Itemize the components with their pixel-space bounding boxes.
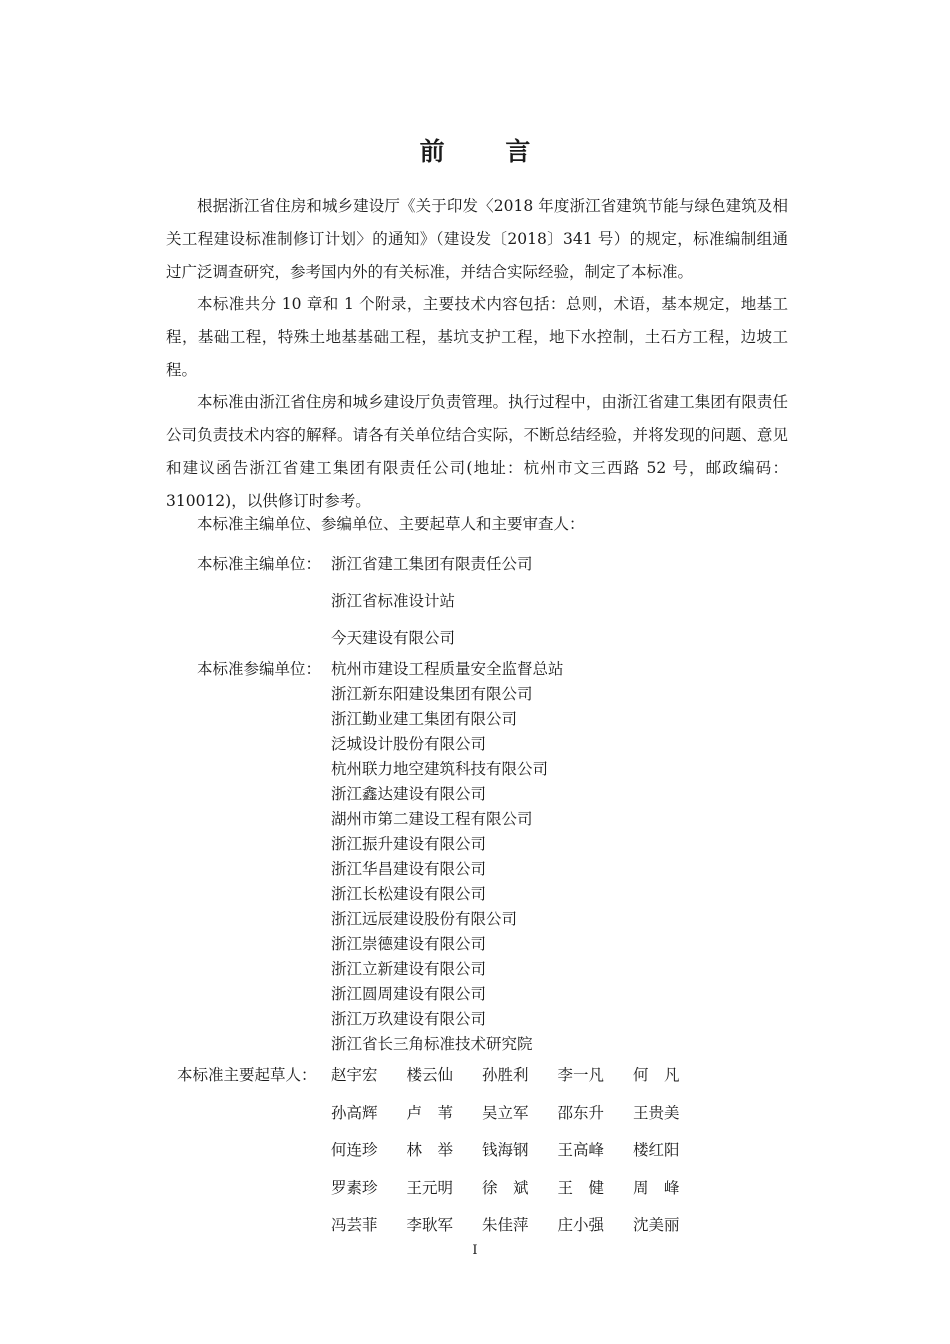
participating-unit: 浙江圆周建设有限公司 <box>331 985 487 1003</box>
drafter-name: 朱佳萍 <box>482 1216 529 1234</box>
drafters-label: 本标准主要起草人： <box>177 1066 317 1084</box>
drafter-name: 王元明 <box>406 1178 454 1197</box>
drafter-name: 孙胜利 <box>482 1066 529 1084</box>
participating-unit: 湖州市第二建设工程有限公司 <box>331 810 533 828</box>
drafter-name: 周 峰 <box>633 1178 680 1197</box>
drafter-name: 卢 苇 <box>406 1103 454 1122</box>
participating-unit: 浙江新东阳建设集团有限公司 <box>331 685 533 703</box>
participating-units-label: 本标准参编单位： <box>197 660 322 678</box>
paragraph-units-intro: 本标准主编单位、参编单位、主要起草人和主要审查人： <box>197 515 585 533</box>
drafter-name: 罗素珍 <box>331 1178 378 1197</box>
drafter-name: 李一凡 <box>557 1066 605 1084</box>
participating-unit: 浙江立新建设有限公司 <box>331 960 487 978</box>
drafter-name: 何连珍 <box>331 1141 378 1159</box>
drafter-name: 钱海钢 <box>482 1141 529 1159</box>
drafter-name: 邵东升 <box>557 1103 605 1122</box>
drafter-name: 赵宇宏 <box>331 1066 378 1084</box>
drafter-name: 楼云仙 <box>406 1066 454 1084</box>
participating-unit: 浙江长松建设有限公司 <box>331 885 487 903</box>
chief-unit: 今天建设有限公司 <box>331 629 456 647</box>
chief-unit: 浙江省标准设计站 <box>331 592 456 610</box>
chief-unit: 浙江省建工集团有限责任公司 <box>331 555 533 573</box>
participating-unit: 泛城设计股份有限公司 <box>331 735 487 753</box>
participating-unit: 浙江振升建设有限公司 <box>331 835 487 853</box>
drafter-name: 孙高辉 <box>331 1103 378 1122</box>
page-number: I <box>472 1243 478 1258</box>
paragraph-management: 本标准由浙江省住房和城乡建设厅负责管理。执行过程中，由浙江省建工集团有限责任公司负责技术内容的解释。请各有关单位结合实际，不断总结经验，并将发现的问题、意见和建议函告浙江省建工集团有限责任公司(地址：杭州市文三西路 52 号，邮政编码：310012)，以供修订时参考。 <box>166 393 788 510</box>
participating-unit: 浙江省长三角标准技术研究院 <box>331 1035 533 1053</box>
drafter-name: 何 凡 <box>633 1066 680 1084</box>
drafter-name: 李耿军 <box>406 1216 454 1234</box>
participating-unit: 浙江勤业建工集团有限公司 <box>331 710 518 728</box>
drafter-name: 林 举 <box>406 1141 454 1159</box>
drafter-name: 庄小强 <box>557 1216 605 1234</box>
drafter-name: 沈美丽 <box>633 1216 680 1234</box>
paragraph-contents: 本标准共分 10 章和 1 个附录，主要技术内容包括：总则，术语，基本规定，地基工程，基础工程，特殊土地基基础工程，基坑支护工程，地下水控制，土石方工程，边坡工程。 <box>166 295 788 379</box>
paragraph-basis: 根据浙江省住房和城乡建设厅《关于印发〈2018 年度浙江省建筑节能与绿色建筑及相关工程建设标准制修订计划〉的通知》（建设发〔2018〕341 号）的规定，标准编制组通过广泛调查研究，参考国内外的有关标准，并结合实际经验，制定了本标准。 <box>166 197 788 281</box>
participating-unit: 杭州市建设工程质量安全监督总站 <box>331 660 564 678</box>
participating-unit: 浙江崇德建设有限公司 <box>331 935 487 953</box>
participating-unit: 杭州联力地空建筑科技有限公司 <box>331 760 549 778</box>
drafter-name: 王贵美 <box>633 1103 680 1122</box>
drafter-name: 徐 斌 <box>482 1178 529 1197</box>
participating-unit: 浙江万玖建设有限公司 <box>331 1010 487 1028</box>
drafter-name: 冯芸菲 <box>331 1216 378 1234</box>
drafter-name: 王 健 <box>557 1178 605 1197</box>
drafter-list <box>331 1063 711 1251</box>
drafter-name: 吴立军 <box>482 1103 529 1122</box>
participating-unit: 浙江鑫达建设有限公司 <box>331 785 487 803</box>
participating-unit: 浙江远辰建设股份有限公司 <box>331 910 518 928</box>
drafter-name: 王高峰 <box>557 1141 605 1159</box>
page-title: 前 言 <box>419 137 557 166</box>
chief-units-label: 本标准主编单位： <box>197 555 322 573</box>
drafter-name: 楼红阳 <box>633 1141 680 1159</box>
participating-unit: 浙江华昌建设有限公司 <box>331 860 487 878</box>
